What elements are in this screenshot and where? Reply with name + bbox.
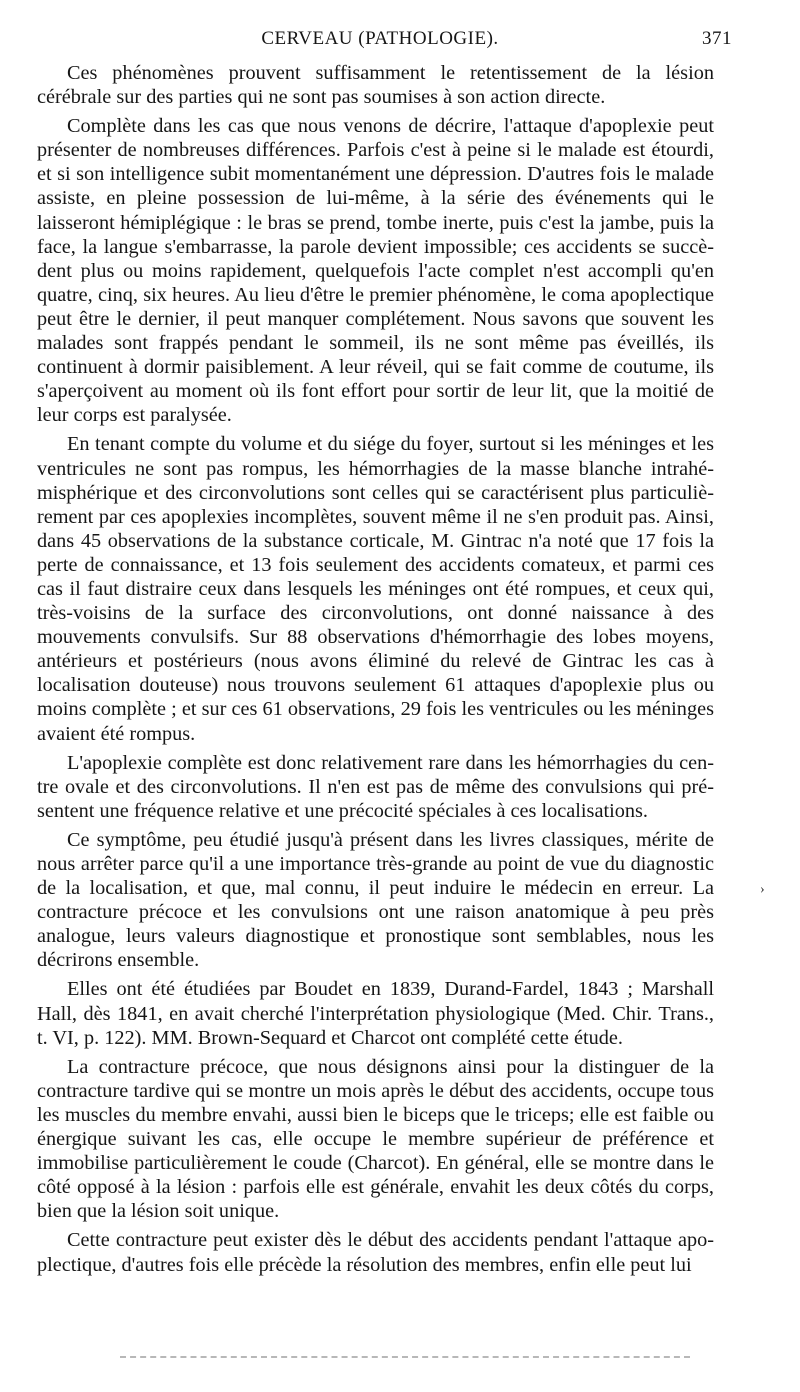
running-title: CERVEAU (PATHOLOGIE). — [261, 28, 499, 49]
paragraph: Elles ont été étudiées par Boudet en 1839, Durand-Fardel, 1843 ; Marshall Hall, dès 1841, en avait cherché l'interprétation physiologique (Med. Chir. Trans., t. VI, p. 122). MM. Brown-Sequard et Charcot ont complété cette étude. — [37, 978, 714, 1049]
page-header — [28, 28, 732, 54]
paragraph: Ces phénomènes prouvent suffisamment le retentissement de la lésion cérébrale sur des parties qui ne sont pas soumises à son action directe. — [37, 62, 714, 109]
paragraph: La contracture précoce, que nous désignons ainsi pour la distinguer de la contracture tardive qui se montre un mois après le début des accidents, occupe tous les muscles du membre envahi, aussi bien le biceps que le triceps; elle est faible ou énergique suivant les cas, elle occupe le membre supérieur de préférence et immobilise particulièrement le coude (Charcot). En général, elle se montre dans le côté opposé à la lésion : parfois elle est générale, envahit les deux côtés du corps, bien que la lésion soit unique. — [37, 1055, 714, 1223]
paragraph: Ce symptôme, peu étudié jusqu'à présent dans les livres classiques, mérite de nous arrêter parce qu'il a une importance très-grande au point de vue du diagnostic de la localisation, et que, mal connu, il peut induire le médecin en erreur. La contracture précoce et les convulsions ont une raison anatomique à peu près analogue, leurs valeurs diagnostique et pronostique sont semblables, nous les décrirons ensemble. — [37, 828, 714, 972]
body-text — [37, 61, 714, 1282]
paragraph: Complète dans les cas que nous venons de décrire, l'attaque d'apoplexie peut présenter de nombreuses différences. Parfois c'est à peine si le malade est étourdi, et si son intelligence subit momentanément une dépression. D'autres fois le malade assiste, en pleine possession de lui-même, à la série des événements qui le laisseront hémiplégique : le bras se prend, tombe inerte, puis c'est la jambe, puis la face, la langue s'embarrasse, la parole devient impossible; ces accidents se succèdent plus ou moins rapidement, quelquefois l'acte complet n'est accompli qu'en quatre, cinq, six heures. Au lieu d'être le premier phénomène, le coma apoplectique peut être le dernier, il peut manquer complétement. Nous savons que souvent les malades sont frappés pendant le sommeil, ils ne sont même pas éveillés, ils continuent à dormir paisiblement. A leur réveil, qui se fait comme de coutume, ils s'aperçoivent au moment où ils font effort pour sortir de leur lit, que la moitié de leur corps est paralysée. — [37, 115, 714, 427]
page-number: 371 — [702, 28, 732, 49]
paragraph: L'apoplexie complète est donc relativement rare dans les hémorrhagies du centre ovale et des circonvolutions. Il n'en est pas de même des convulsions qui présentent une fréquence relative et une précocité spéciales à ces localisations. — [37, 751, 714, 822]
paragraph: En tenant compte du volume et du siége du foyer, surtout si les méninges et les ventricules ne sont pas rompus, les hémorrhagies de la masse blanche intrahémisphérique et des circonvolutions sont celles qui se caractérisent plus particulièrement par ces apoplexies incomplètes, souvent même il ne s'en produit pas. Ainsi, dans 45 observations de la substance corticale, M. Gintrac n'a noté que 17 fois la perte de connaissance, et 13 fois seulement des accidents comateux, et parmi ces cas il faut distraire ceux dans lesquels les méninges ont été rompues, et ceux qui, très-voisins de la surface des circonvolutions, ont donné naissance à des mouvements convulsifs. Sur 88 observations d'hémorrhagie des lobes moyens, antérieurs et postérieurs (nous avons éliminé du relevé de Gintrac les cas à localisation douteuse) nous trouvons seulement 61 attaques d'apoplexie plus ou moins complète ; et sur ces 61 observations, 29 fois les ventricules ou les méninges avaient été rompus. — [37, 433, 714, 745]
paragraph: Cette contracture peut exister dès le début des accidents pendant l'attaque apoplectique, d'autres fois elle précède la résolution des membres, enfin elle peut lui — [37, 1229, 714, 1276]
footer-rule — [120, 1356, 690, 1358]
marginal-mark: › — [760, 882, 765, 897]
